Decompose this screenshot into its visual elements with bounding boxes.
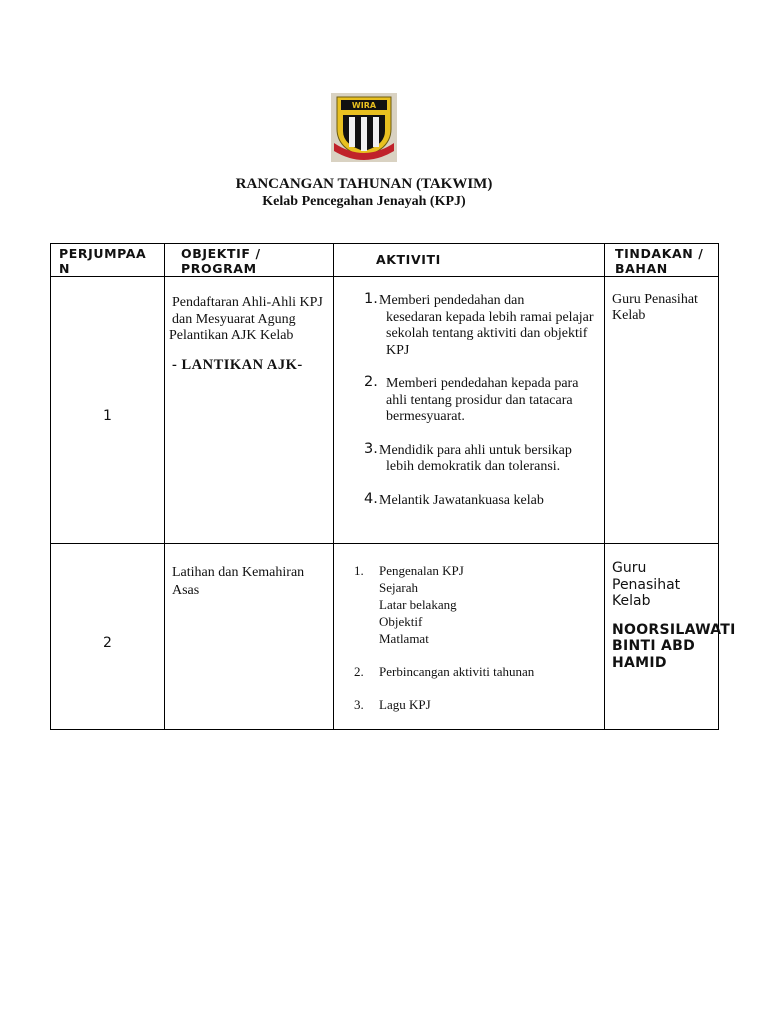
column-header: OBJEKTIF / PROGRAM [165,244,334,277]
action-text: Guru Penasihat Kelab [612,292,698,323]
activity-list [334,277,604,509]
annual-plan-table [50,243,736,730]
list-item: 3. Lagu KPJ [354,697,431,712]
table-row [51,544,719,730]
list-item: 2. Perbincangan aktiviti tahunan [354,664,535,679]
objective-text: Pelantikan AJK Kelab [169,328,294,343]
list-item: 4. Melantik Jawatankuasa kelab [364,490,544,508]
objective-text: Pendaftaran Ahli-Ahli KPJ dan Mesyuarat Agung [172,295,323,327]
school-crest-logo [331,93,397,162]
column-header: PERJUMPAA N [51,244,165,277]
activity-cell [334,544,605,730]
objective-text: Latihan dan Kemahiran Asas [172,565,305,598]
action-text: Guru Penasihat Kelab NOORSILAWATI BINTI ABD HAMID [612,560,736,671]
list-item: 1. Pengenalan KPJ Sejarah Latar belakang Objektif Matlamat [354,563,464,646]
page-subtitle: Kelab Pencegahan Jenayah (KPJ) [262,194,466,209]
objective-cell [165,277,334,544]
svg-text:WIRA: WIRA [351,101,377,110]
objective-cell [165,544,334,730]
list-item: 3. Mendidik para ahli untuk bersikap lebih demokratik dan toleransi. [364,440,572,474]
list-item: 2. Memberi pendedahan kepada para ahli tentang prosidur dan tatacara bermesyuarat. [364,374,579,424]
meeting-number: 2 [103,635,112,651]
meeting-number: 1 [103,408,112,424]
activity-list [334,544,604,713]
objective-tag: - LANTIKAN AJK- [172,356,303,373]
action-cell [605,277,719,544]
table-header-row [51,244,719,277]
column-header: AKTIVITI [334,244,605,277]
activity-cell [334,277,605,544]
meeting-cell [51,544,165,730]
column-header: TINDAKAN / BAHAN [605,244,719,277]
action-cell [605,544,736,730]
advisor-name: NOORSILAWATI BINTI ABD HAMID [612,621,736,671]
table-row [51,277,719,544]
page-title: RANCANGAN TAHUNAN (TAKWIM) [235,176,493,192]
meeting-cell [51,277,165,544]
list-item: 1. Memberi pendedahan dan kesedaran kepada lebih ramai pelajar sekolah tentang aktiviti dan objektif KPJ [364,291,594,358]
